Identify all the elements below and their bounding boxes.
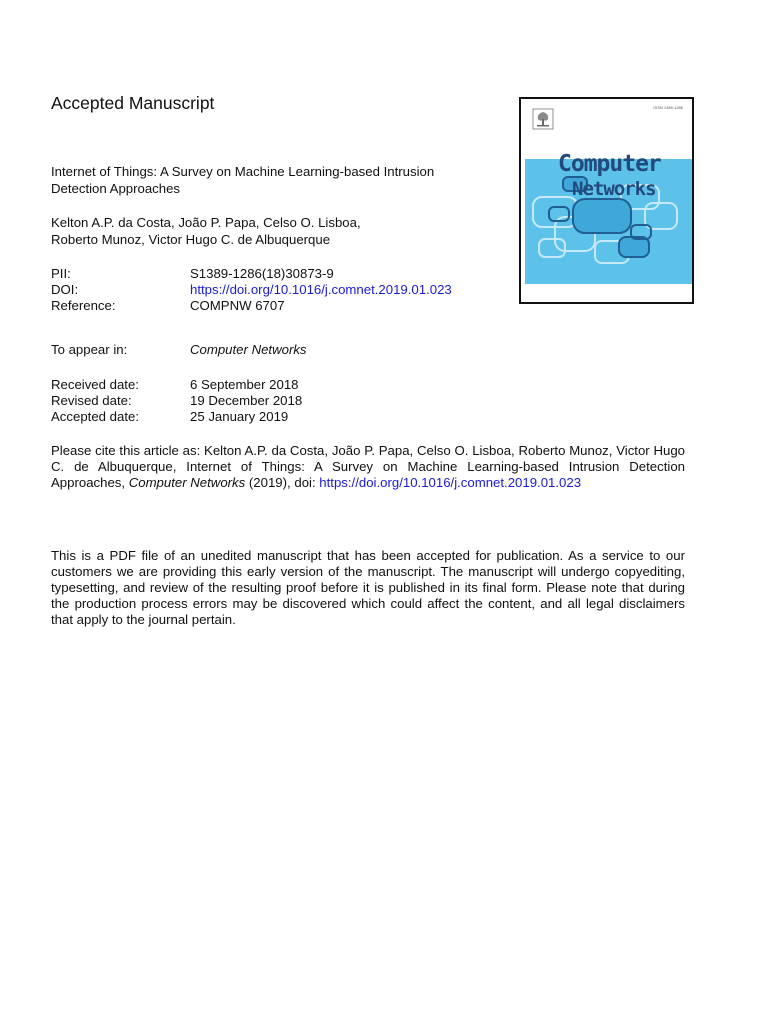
journal-name: Computer Networks [190,342,307,357]
reference-value: COMPNW 6707 [190,298,285,313]
authors-line-2: Roberto Munoz, Victor Hugo C. de Albuquerque [51,231,331,247]
authors-line-1: Kelton A.P. da Costa, João P. Papa, Celso O. Lisboa, [51,215,361,230]
accepted-date: 25 January 2019 [190,409,289,424]
received-label: Received date: [51,377,139,392]
journal-cover [519,97,694,304]
revised-label: Revised date: [51,393,132,408]
accepted-label: Accepted date: [51,409,139,424]
pii-value: S1389-1286(18)30873-9 [190,266,334,281]
doi-link[interactable]: https://doi.org/10.1016/j.comnet.2019.01.023 [190,282,452,297]
received-date: 6 September 2018 [190,377,299,392]
appear-label: To appear in: [51,342,128,357]
page-heading: Accepted Manuscript [51,93,215,113]
cover-issn: ISSN 1389-1286 [653,105,683,110]
revised-date: 19 December 2018 [190,393,303,408]
pii-label: PII: [51,266,71,281]
citation-prefix: Please cite this article as: Kelton A.P. da Costa, João P. Papa, Celso O. Lisboa, Roberto Munoz, Victor Hugo C. de Albuquerque, Internet of Things: A Survey on Machine Learning-based Intrusion Detection Approaches, [51,443,685,490]
citation-paragraph [51,443,685,491]
reference-label: Reference: [51,298,116,313]
manuscript-notice: This is a PDF file of an unedited manuscript that has been accepted for publication. As a service to our customers we are providing this early version of the manuscript. The manuscript will undergo copyediting, typesetting, and review of the resulting proof before it is published in its final form. Please note that during the production process errors may be discovered which could affect the content, and all legal disclaimers that apply to the journal pertain. [51,548,685,627]
cover-title-line-1: Computer [558,151,661,177]
article-authors [51,215,491,248]
citation-middle: (2019), doi: [245,475,320,490]
article-title: Internet of Things: A Survey on Machine Learning-based Intrusion Detection Approaches [51,164,435,196]
doi-label: DOI: [51,282,79,297]
citation-doi-link[interactable]: https://doi.org/10.1016/j.comnet.2019.01.023 [319,475,582,490]
cover-title-line-2: Networks [572,178,656,200]
citation-journal: Computer Networks [128,475,246,490]
elsevier-tree-logo-icon [532,108,554,130]
